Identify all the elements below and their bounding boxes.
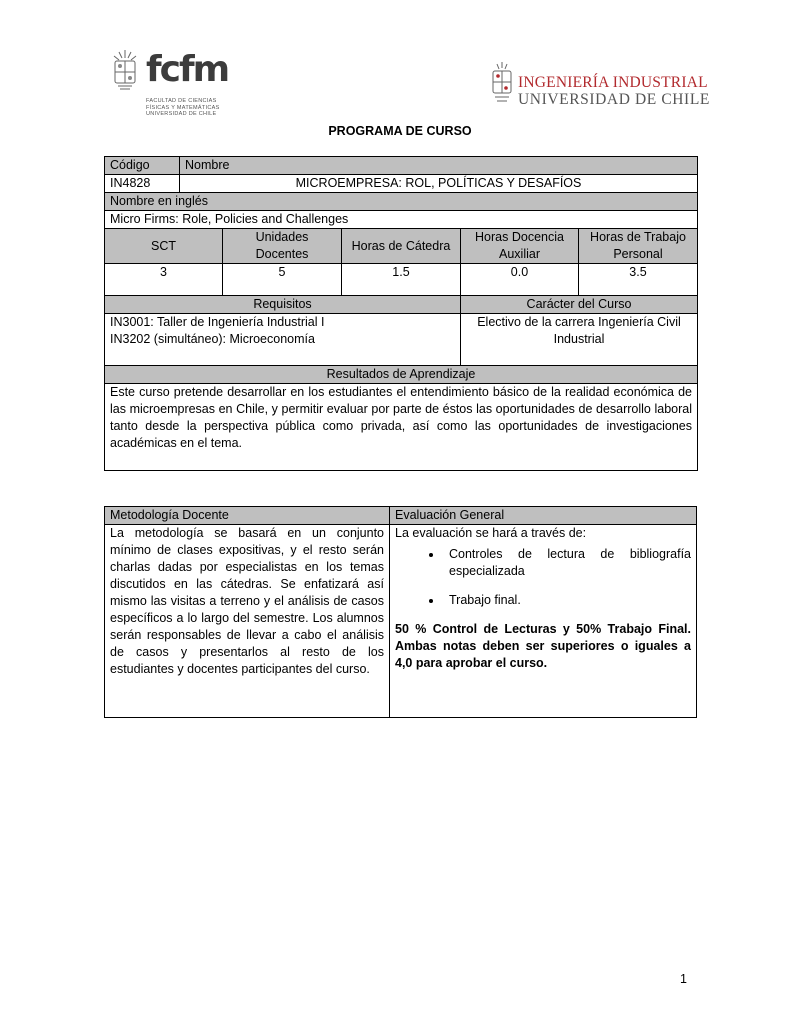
list-item: • Controles de lectura de bibliografía especializada: [443, 546, 691, 580]
course-code: IN4828: [105, 175, 180, 193]
horas-catedra-header: Horas de Cátedra: [342, 229, 461, 264]
horas-trabajo-header: Horas de Trabajo Personal: [579, 229, 698, 264]
horas-auxiliar-header: Horas Docencia Auxiliar: [461, 229, 579, 264]
document-title: PROGRAMA DE CURSO: [328, 124, 472, 138]
english-name: Micro Firms: Role, Policies and Challenges: [105, 211, 698, 229]
evaluacion-intro: La evaluación se hará a través de:: [395, 526, 587, 540]
ii-logo-line1: INGENIERÍA INDUSTRIAL: [518, 74, 708, 91]
requisito-item: IN3202 (simultáneo): Microeconomía: [110, 332, 315, 346]
resultados-header: Resultados de Aprendizaje: [105, 366, 698, 384]
requisitos-header: Requisitos: [105, 296, 461, 314]
fcfm-logo-text: fcfm: [146, 49, 229, 90]
evaluacion-weights: 50 % Control de Lecturas y 50% Trabajo Final. Ambas notas deben ser superiores o iguales a 4,0 para aprobar el curso.: [395, 622, 691, 670]
university-seal-icon: [490, 60, 514, 106]
evaluacion-cell: [390, 525, 697, 718]
horas-auxiliar-value: 0.0: [461, 264, 579, 296]
university-seal-icon: [108, 48, 142, 92]
caracter-value: Electivo de la carrera Ingeniería Civil Industrial: [461, 314, 698, 366]
requisito-item: IN3001: Taller de Ingeniería Industrial I: [110, 315, 325, 329]
sct-header: SCT: [105, 229, 223, 264]
page-number: 1: [680, 972, 687, 986]
course-name: MICROEMPRESA: ROL, POLÍTICAS Y DESAFÍOS: [180, 175, 698, 193]
metodologia-header: Metodología Docente: [105, 507, 390, 525]
unidades-docentes-header: Unidades Docentes: [223, 229, 342, 264]
english-name-header: Nombre en inglés: [105, 193, 698, 211]
unidades-docentes-value: 5: [223, 264, 342, 296]
evaluacion-list: [395, 546, 691, 609]
ingenieria-industrial-logo: [490, 60, 710, 110]
code-header: Código: [105, 157, 180, 175]
requisitos-list: [105, 314, 461, 366]
fcfm-logo-subtitle: FACULTAD DE CIENCIAS FÍSICAS Y MATEMÁTICAS UNIVERSIDAD DE CHILE: [146, 98, 220, 117]
course-info-table: [104, 156, 698, 471]
resultados-text: Este curso pretende desarrollar en los estudiantes el entendimiento básico de la realidad económica de las microempresas en Chile, y permitir evaluar por parte de éstos las oportunidades de desarrollo laboral tanto desde la perspectiva pública como privada, así como las oportunidades de investigaciones académicas en el tema.: [105, 384, 698, 471]
list-item: • Trabajo final.: [443, 592, 691, 609]
ii-logo-line2: UNIVERSIDAD DE CHILE: [518, 91, 710, 108]
methodology-table: [104, 506, 697, 718]
caracter-header: Carácter del Curso: [461, 296, 698, 314]
horas-catedra-value: 1.5: [342, 264, 461, 296]
fcfm-logo: [108, 44, 236, 126]
metodologia-text: La metodología se basará en un conjunto mínimo de clases expositivas, y el resto serán charlas dadas por especialistas en los temas discutidos en las cátedras. Se enfatizará así mismo las visitas a terreno y el análisis de casos específicos a lo largo del semestre. Los alumnos serán responsables de llevar a cabo el análisis de casos y presentarlos al resto de los estudiantes y docentes participantes del curso.: [105, 525, 390, 718]
sct-value: 3: [105, 264, 223, 296]
horas-trabajo-value: 3.5: [579, 264, 698, 296]
evaluacion-header: Evaluación General: [390, 507, 697, 525]
name-header: Nombre: [180, 157, 698, 175]
